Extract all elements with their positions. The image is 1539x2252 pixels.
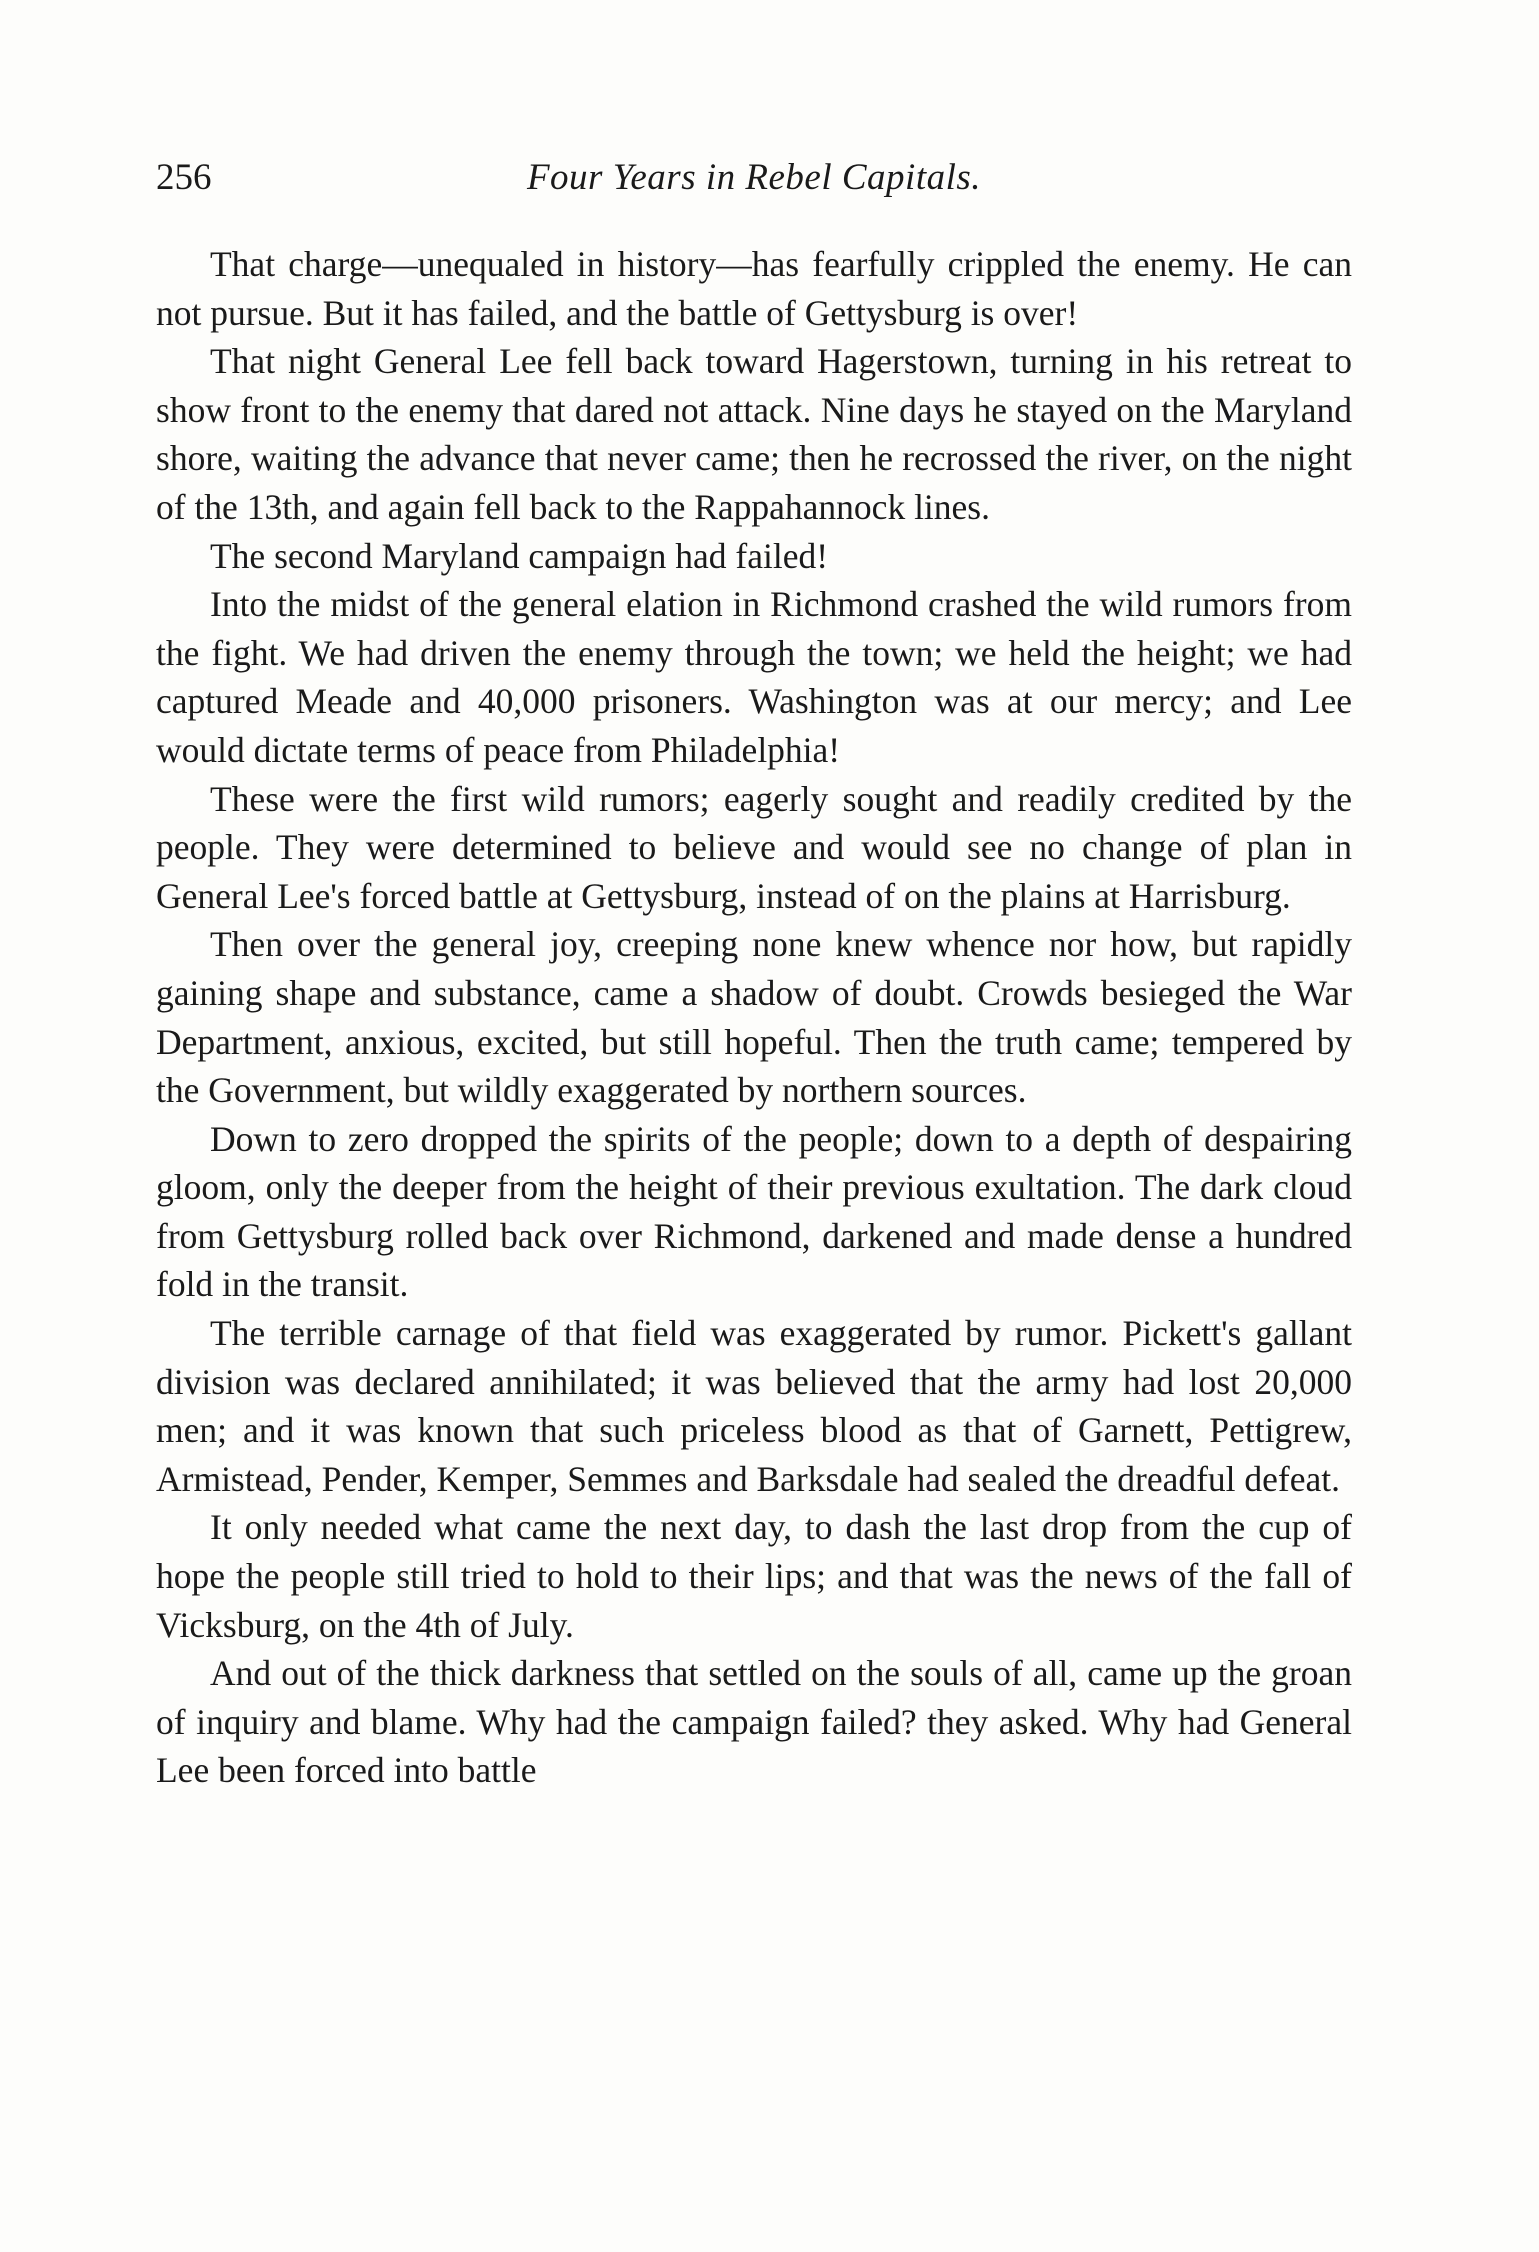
paragraph: That charge—unequaled in history—has fearfully crippled the enemy. He can not pursue. But it has failed, and the battle of Gettysburg is over!: [156, 244, 1352, 333]
paragraph: Down to zero dropped the spirits of the people; down to a depth of despairing gloom, only the deeper from the height of their previous exultation. The dark cloud from Gettysburg rolled back over Richmond, darkened and made dense a hundred fold in the transit.: [156, 1118, 1352, 1305]
paragraph: Then over the general joy, creeping none knew whence nor how, but rapidly gaining shape and substance, came a shadow of doubt. Crowds besieged the War Department, anxious, excited, but still hopeful. Then the truth came; tempered by the Government, but wildly exaggerated by northern sources.: [156, 924, 1352, 1111]
running-title: Four Years in Rebel Capitals.: [526, 157, 982, 198]
paragraph: The terrible carnage of that field was exaggerated by rumor. Pickett's gallant division was declared annihilated; it was believed that the army had lost 20,000 men; and it was known that such priceless blood as that of Garnett, Pettigrew, Armistead, Pender, Kemper, Semmes and Barksdale had sealed the dreadful defeat.: [156, 1313, 1352, 1499]
paragraph: Into the midst of the general elation in Richmond crashed the wild rumors from the fight. We had driven the enemy through the town; we held the height; we had captured Meade and 40,000 prisoners. Washington was at our mercy; and Lee would dictate terms of peace from Philadelphia!: [156, 584, 1352, 770]
paragraph: And out of the thick darkness that settled on the souls of all, came up the groan of inquiry and blame. Why had the campaign failed? they asked. Why had General Lee been forced into battle: [156, 1653, 1352, 1791]
paragraph: The second Maryland campaign had failed!: [210, 535, 829, 576]
paragraph: That night General Lee fell back toward Hagerstown, turning in his retreat to show front to the enemy that dared not attack. Nine days he stayed on the Maryland shore, waiting the advance that never came; then he recrossed the river, on the night of the 13th, and again fell back to the Rappahannock lines.: [156, 341, 1352, 527]
text-body: [156, 240, 1352, 1795]
page-number: 256: [156, 157, 212, 198]
paragraph: It only needed what came the next day, to dash the last drop from the cup of hope the people still tried to hold to their lips; and that was the news of the fall of Vicksburg, on the 4th of July.: [156, 1507, 1352, 1645]
page-header: [156, 150, 1352, 206]
paragraph: These were the first wild rumors; eagerly sought and readily credited by the people. They were determined to believe and would see no change of plan in General Lee's forced battle at Gettysburg, instead of on the plains at Harrisburg.: [156, 778, 1352, 916]
